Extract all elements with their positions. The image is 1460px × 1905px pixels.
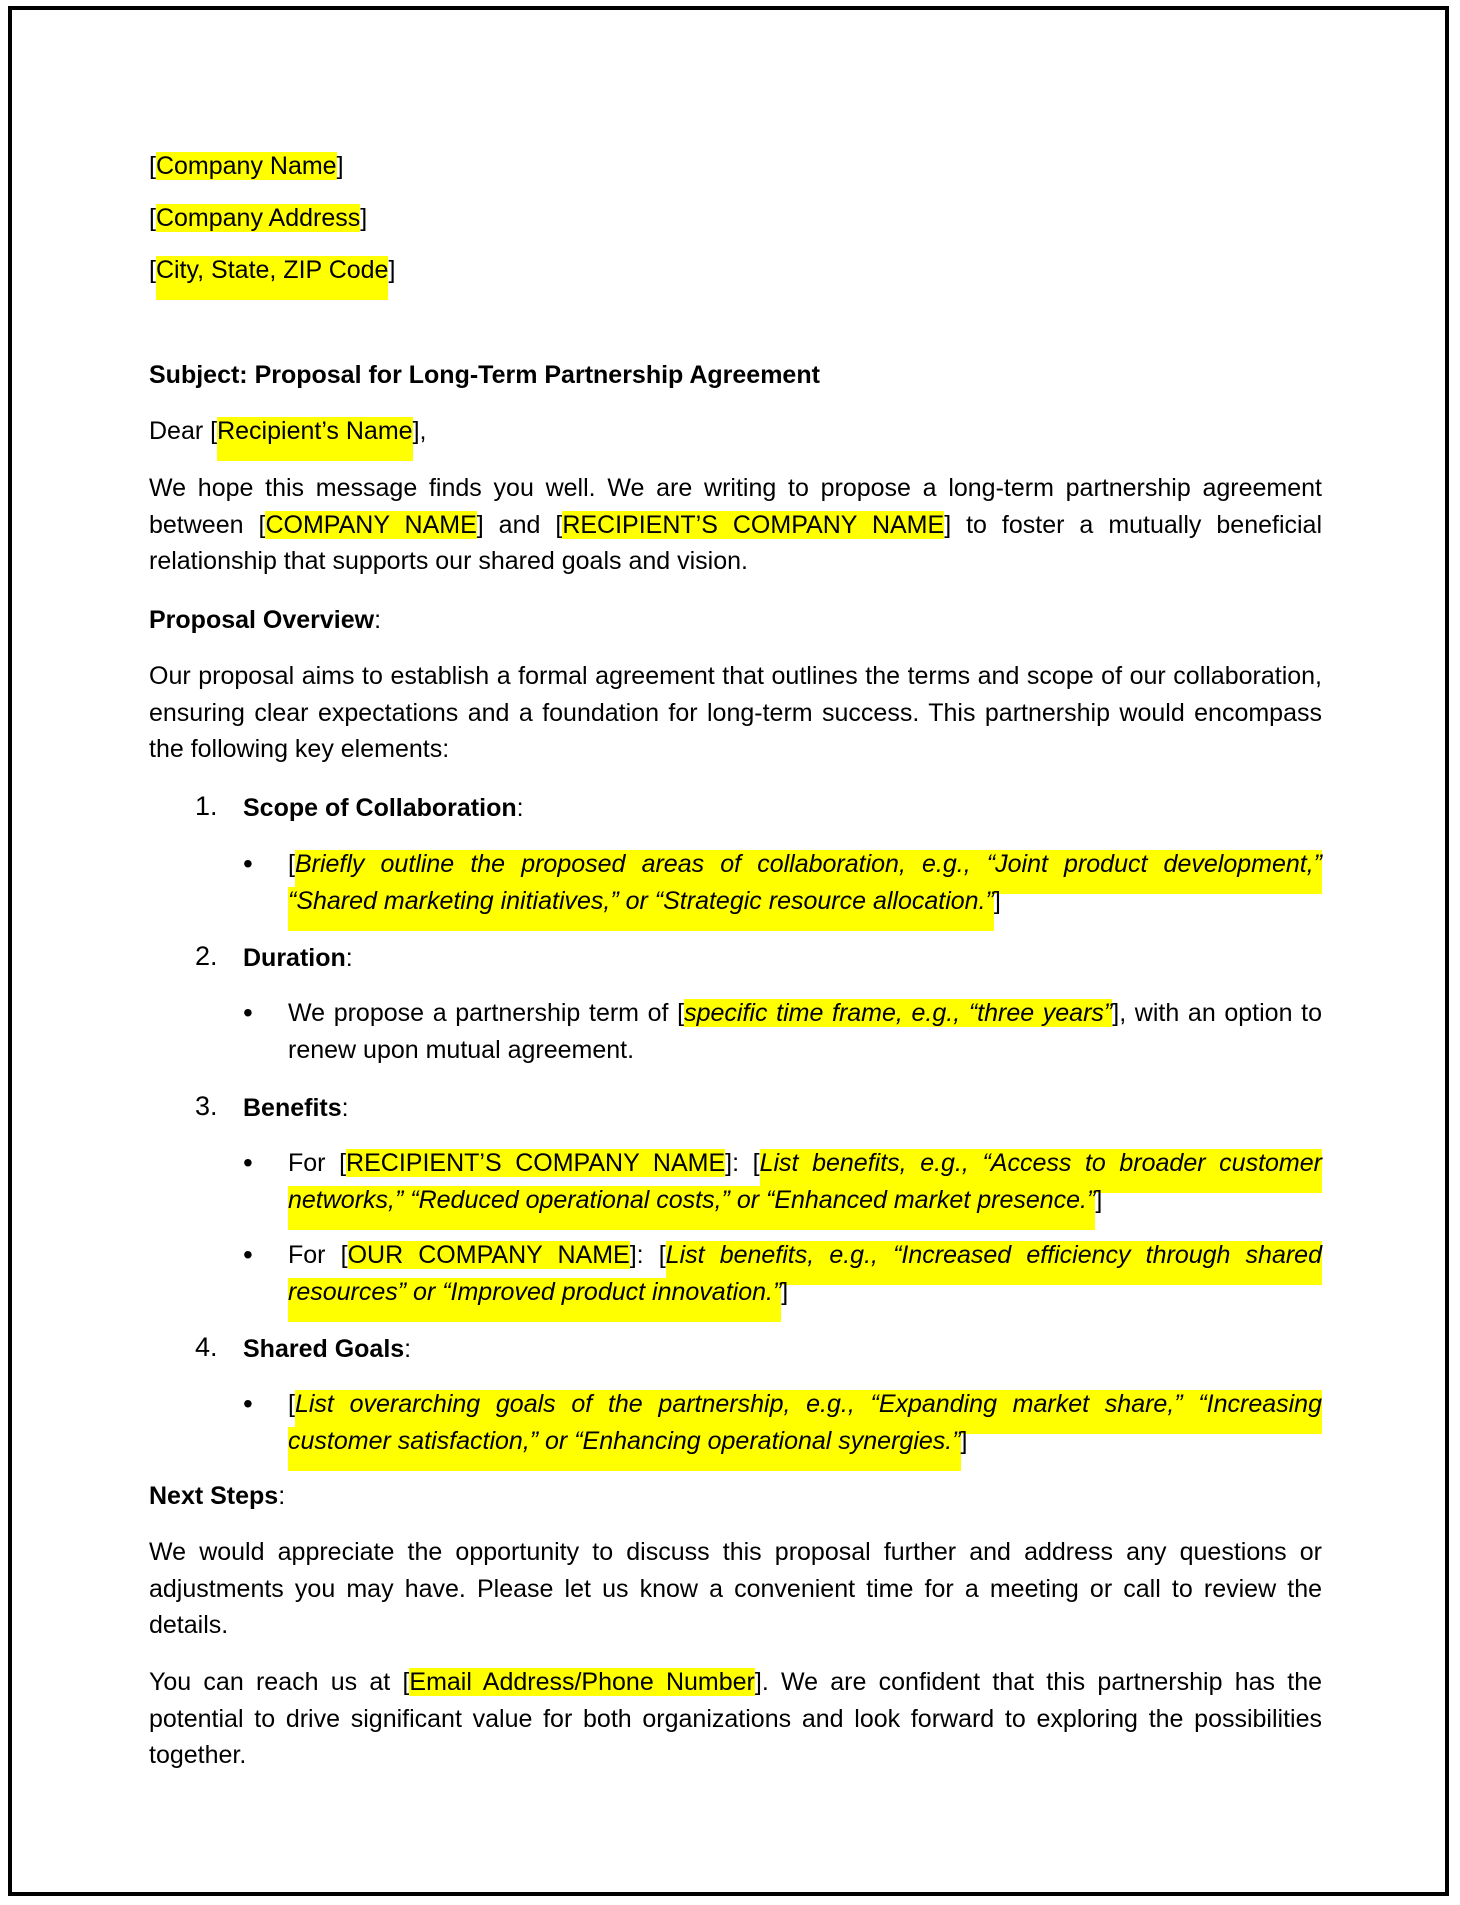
next-steps-colon: : [278,1482,286,1510]
overview-heading-text: Proposal Overview [149,606,375,634]
intro-text-3: ] to foster a mutually beneficial relationship that supports our shared goals and vision. [149,510,1323,575]
overview-paragraph: Our proposal aims to establish a formal agreement that outlines the terms and scope of our collaboration, ensuring clear expectations and a foundation for long-term success. This partnership would encompass the following key elements: [149,662,1322,763]
scope-heading-text: Scope of Collaboration [243,794,517,822]
overview-colon: : [374,606,382,634]
benefits-prefix: For [ [288,1149,347,1177]
bullet-dot: • [243,1147,253,1178]
benefits-bullet-1 [288,1145,1322,1218]
benefits-heading [243,1090,349,1126]
scope-bullet-text [288,846,1322,919]
shared-goals-colon: : [404,1335,412,1363]
recipient-benefits-placeholder[interactable]: List benefits, e.g., “Access to broader customer networks,” “Reduced operational costs,” or “Enhanced market presence.” [288,1149,1322,1230]
bullet-dot: • [243,1239,253,1270]
list-number-2: 2. [195,941,218,971]
bracket-close: ] [781,1277,789,1306]
document-page [8,6,1449,1896]
benefits-mid: ]: [ [725,1149,760,1177]
closing-paragraph [149,1664,1322,1774]
list-number-1: 1. [195,791,218,821]
shared-goals-heading [243,1331,411,1367]
closing-text-1: You can reach us at [ [149,1668,410,1696]
benefits-heading-text: Benefits [243,1094,342,1122]
company-name-line: [Company Name] [149,152,344,180]
company-address-line: [Company Address] [149,204,368,232]
bullet-dot: • [243,848,253,879]
bullet-dot: • [243,997,253,1028]
greeting-suffix: ], [412,417,427,445]
bracket-close: ] [993,886,1001,915]
shared-goals-heading-text: Shared Goals [243,1335,405,1363]
benefits-mid: ]: [ [629,1241,666,1269]
duration-text-after: ], with an option to renew upon mutual agreement. [288,999,1322,1064]
recipient-company-placeholder[interactable]: RECIPIENT’S COMPANY NAME [562,510,945,539]
city-state-zip-placeholder[interactable]: City, State, ZIP Code [156,256,389,300]
duration-text-before: We propose a partnership term of [ [288,999,685,1027]
benefits-bullet-2 [288,1237,1322,1310]
list-number-4: 4. [195,1332,218,1362]
list-number-3: 3. [195,1091,218,1121]
duration-colon: : [345,944,353,972]
next-steps-paragraph: We would appreciate the opportunity to discuss this proposal further and address any questions or adjustments you may have. Please let us know a convenient time for a meeting or call to review the details. [149,1538,1322,1639]
bracket-open: [ [288,850,295,878]
intro-text-2: ] and [ [476,510,563,539]
bracket-close: ] [1095,1185,1103,1214]
bullet-dot: • [243,1388,253,1419]
duration-heading [243,940,353,976]
greeting-prefix: Dear [ [149,417,218,445]
benefits-prefix: For [ [288,1241,348,1269]
scope-colon: : [516,794,524,822]
shared-goals-bullet-text [288,1386,1322,1459]
subject-text: Subject: Proposal for Long-Term Partnership Agreement [149,361,820,389]
next-steps-heading [149,1478,285,1514]
next-steps-heading-text: Next Steps [149,1482,279,1510]
our-benefits-placeholder[interactable]: List benefits, e.g., “Increased efficiency through shared resources” or “Improved product innovation.” [288,1241,1322,1322]
company-name-placeholder[interactable]: Company Name [155,152,337,180]
intro-text-1: We hope this message finds you well. We are writing to propose a long-term partnership agreement between [ [149,474,1322,539]
overview-heading [149,602,381,638]
company-address-placeholder[interactable]: Company Address [155,204,361,232]
our-company-placeholder[interactable]: OUR COMPANY NAME [347,1241,630,1269]
scope-placeholder[interactable]: Briefly outline the proposed areas of collaboration, e.g., “Joint product development,” “Shared marketing initiatives,” or “Strategic resource allocation.” [288,850,1322,931]
closing-text-2: ]. We are confident that this partnership has the potential to drive significant value for both organizations and look forward to exploring the possibilities together. [149,1668,1323,1769]
bracket-open: [ [288,1390,295,1418]
recipient-company-placeholder[interactable]: RECIPIENT’S COMPANY NAME [346,1149,726,1177]
contact-placeholder[interactable]: Email Address/Phone Number [409,1668,755,1696]
benefits-colon: : [341,1094,349,1122]
scope-heading [243,790,524,826]
city-state-zip-line: [City, State, ZIP Code] [149,252,395,288]
company-name-inline-placeholder[interactable]: COMPANY NAME [265,510,477,539]
greeting [149,413,426,449]
recipient-name-placeholder[interactable]: Recipient’s Name [217,417,412,461]
subject-line [149,357,820,393]
duration-heading-text: Duration [243,944,346,972]
duration-bullet-text [288,995,1322,1068]
duration-placeholder[interactable]: specific time frame, e.g., “three years” [684,999,1113,1027]
bracket-close: ] [960,1426,968,1455]
intro-paragraph [149,470,1322,580]
shared-goals-placeholder[interactable]: List overarching goals of the partnership, e.g., “Expanding market share,” “Increasing customer satisfaction,” or “Enhancing operational synergies.” [288,1390,1322,1471]
